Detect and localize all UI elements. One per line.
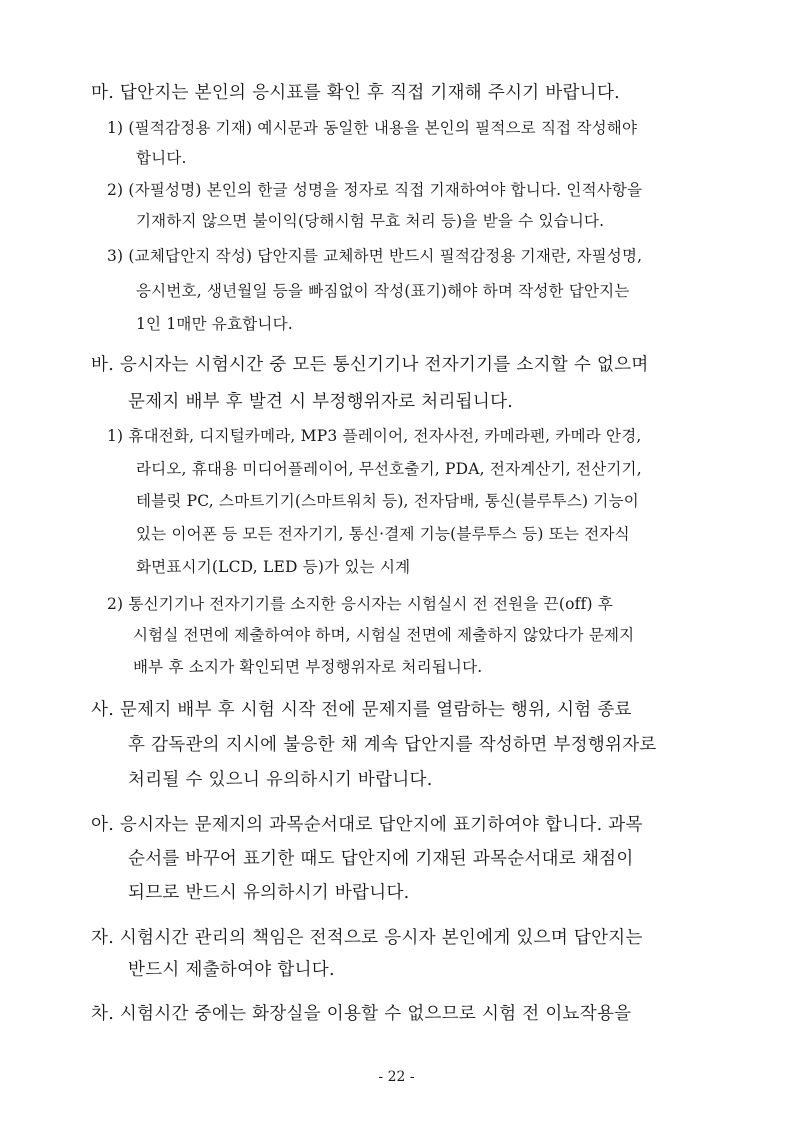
section-line: 반드시 제출하여야 합니다. [128,960,335,980]
page-number: - 22 - [378,1069,415,1085]
subitem-line: 화면표시기(LCD, LED 등)가 있는 시계 [136,558,411,576]
section-line: 아. 응시자는 문제지의 과목순서대로 답안지에 표기하여야 합니다. 과목 [91,815,643,835]
section-line: 사. 문제지 배부 후 시험 시작 전에 문제지를 열람하는 행위, 시험 종료 [91,700,632,720]
section-line: 후 감독관의 지시에 불응한 채 계속 답안지를 작성하면 부정행위자로 [128,735,657,755]
section-line: 문제지 배부 후 발견 시 부정행위자로 처리됩니다. [128,392,514,412]
subitem-line: 라디오, 휴대용 미디어플레이어, 무선호출기, PDA, 전자계산기, 전산기기, [136,460,642,478]
subitem-line: 3) (교체답안지 작성) 답안지를 교체하면 반드시 필적감정용 기재란, 자필성명, [107,247,643,265]
section-line: 차. 시험시간 중에는 화장실을 이용할 수 없으므로 시험 전 이뇨작용을 [91,1004,632,1024]
subitem-line: 시험실 전면에 제출하여야 하며, 시험실 전면에 제출하지 않았다가 문제지 [133,626,635,644]
subitem-line: 응시번호, 생년월일 등을 빠짐없이 작성(표기)해야 하며 작성한 답안지는 [136,282,630,300]
subitem-line: 1) (필적감정용 기재) 예시문과 동일한 내용을 본인의 필적으로 직접 작성해야 [107,119,638,137]
subitem-line: 기재하지 않으면 불이익(당해시험 무효 처리 등)을 받을 수 있습니다. [136,212,605,230]
section-line: 되므로 반드시 유의하시기 바랍니다. [128,883,410,903]
section-line: 마. 답안지는 본인의 응시표를 확인 후 직접 기재해 주시기 바랍니다. [91,83,621,103]
subitem-line: 1인 1매만 유효합니다. [136,315,293,333]
section-line: 바. 응시자는 시험시간 중 모든 통신기기나 전자기기를 소지할 수 없으며 [91,355,649,375]
section-line: 처리될 수 있으니 유의하시기 바랍니다. [128,770,433,790]
subitem-line: 배부 후 소지가 확인되면 부정행위자로 처리됩니다. [133,658,483,676]
subitem-line: 2) 통신기기나 전자기기를 소지한 응시자는 시험실시 전 전원을 끈(off) 후 [107,595,614,613]
subitem-line: 합니다. [136,149,187,167]
subitem-line: 2) (자필성명) 본인의 한글 성명을 정자로 직접 기재하여야 합니다. 인적사항을 [107,181,643,199]
subitem-line: 테블릿 PC, 스마트기기(스마트워치 등), 전자담배, 통신(블루투스) 기능이 [136,492,639,510]
subitem-line: 1) 휴대전화, 디지털카메라, MP3 플레이어, 전자사전, 카메라펜, 카메라 안경, [107,427,642,445]
section-line: 자. 시험시간 관리의 책임은 전적으로 응시자 본인에게 있으며 답안지는 [91,928,643,948]
subitem-line: 있는 이어폰 등 모든 전자기기, 통신·결제 기능(블루투스 등) 또는 전자식 [136,525,630,543]
section-line: 순서를 바꾸어 표기한 때도 답안지에 기재된 과목순서대로 채점이 [128,849,634,869]
